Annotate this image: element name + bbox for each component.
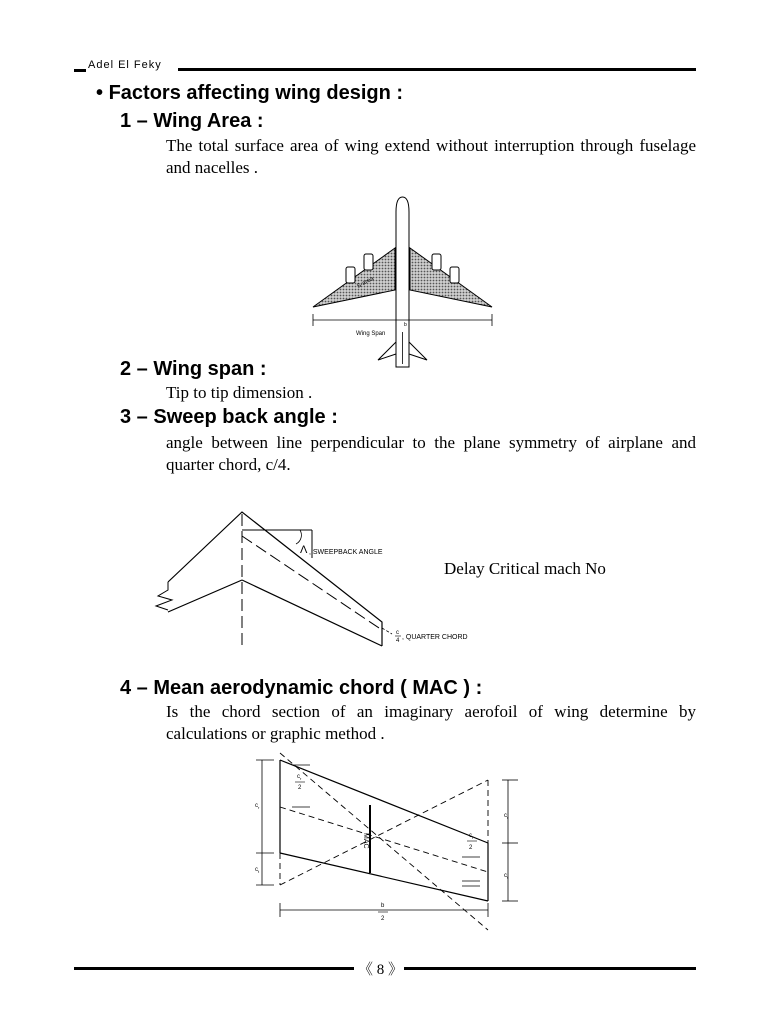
trailing-edge <box>280 853 488 901</box>
bullet: • <box>96 82 104 104</box>
section-text-wing-span: Tip to tip dimension . <box>166 383 313 402</box>
mac-label: MAC <box>362 833 369 849</box>
diagonal-construction-1 <box>280 780 488 885</box>
trailing-edge-root <box>168 580 242 612</box>
sweepback-angle-label: , SWEEPBACK ANGLE <box>309 549 383 556</box>
cr-right-label: $c_r$ <box>504 813 509 820</box>
engine-nacelle <box>450 267 459 283</box>
mac-construction-figure <box>240 745 530 935</box>
airplane-planform-figure <box>300 192 500 372</box>
wing-break <box>156 582 172 610</box>
footer-rule-right <box>404 967 696 970</box>
ct-label: $c_t$ <box>255 867 260 874</box>
right-tailplane <box>409 342 427 360</box>
author-name: Adel El Feky <box>88 59 162 71</box>
section-text-mac: Is the chord section of an imaginary aerofoil of wing determine by calculations or graphic method . <box>166 702 696 743</box>
section-text-wing-area: The total surface area of wing extend without interruption through fuselage and nacelles . <box>166 136 696 177</box>
ct-right-label: $c_t$ <box>504 873 509 880</box>
wing-outline <box>168 512 382 646</box>
engine-nacelle <box>346 267 355 283</box>
main-heading-text: Factors affecting wing design : <box>108 82 404 104</box>
half-chord-line <box>280 807 488 872</box>
section-title-wing-span: 2 – Wing span : <box>120 358 267 380</box>
header-rule <box>178 68 696 71</box>
area-label: S-area <box>356 276 375 290</box>
main-heading <box>96 82 403 105</box>
wing-span-label: Wing Span <box>356 331 386 337</box>
footer-rule-left <box>74 967 354 970</box>
sweepback-angle-figure <box>150 500 510 660</box>
engine-nacelle <box>432 254 441 270</box>
angle-arc <box>296 530 301 544</box>
leading-edge <box>280 760 488 843</box>
trailing-edge <box>242 580 382 646</box>
cr-half-den: 2 <box>298 785 302 791</box>
quarter-frac-den: 4 <box>396 638 400 644</box>
sweepback-symbol: Λ <box>300 544 308 556</box>
section-title-mac: 4 – Mean aerodynamic chord ( MAC ) : <box>120 677 483 699</box>
cr-half-num: $c_r$ <box>297 774 302 781</box>
header-rule-left <box>74 69 86 72</box>
half-span-den: 2 <box>381 916 385 922</box>
section-title-sweep-back: 3 – Sweep back angle : <box>120 406 338 428</box>
span-b-label: b <box>404 322 407 328</box>
quarter-frac-num: c <box>396 630 399 636</box>
page-number: 《 8 》 <box>358 962 404 978</box>
ct-half-den: 2 <box>469 845 473 851</box>
section-text-sweep-back: angle between line perpendicular to the plane symmetry of airplane and quarter chord, c/4. <box>166 433 696 474</box>
engine-nacelle <box>364 254 373 270</box>
section-title-wing-area: 1 – Wing Area : <box>120 110 264 132</box>
half-span-num: b <box>381 903 385 909</box>
left-tailplane <box>378 342 396 360</box>
ct-half-num: $c_t$ <box>469 833 474 840</box>
note-delay-mach: Delay Critical mach No <box>444 559 606 578</box>
cr-label: $c_r$ <box>255 803 260 810</box>
quarter-chord-label: , QUARTER CHORD <box>402 634 468 641</box>
